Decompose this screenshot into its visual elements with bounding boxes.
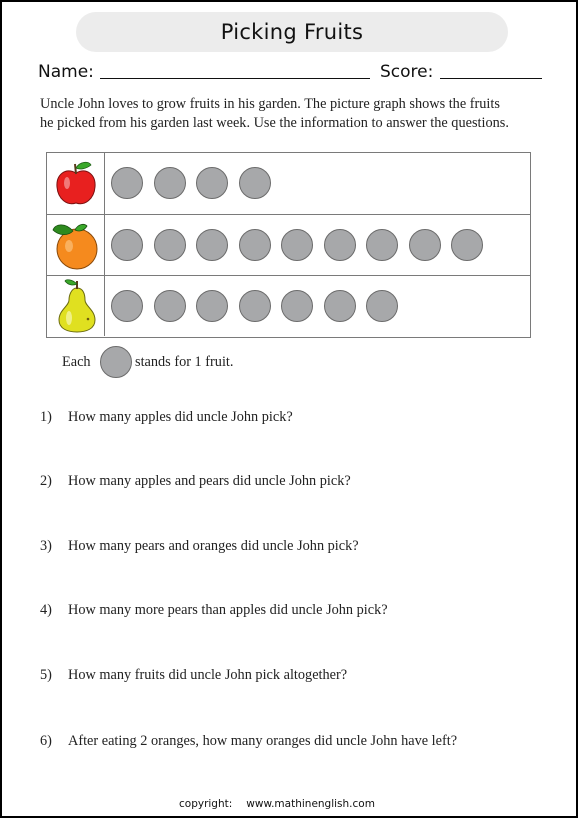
question-text: How many apples did uncle John pick? [68, 409, 293, 425]
score-label: Score: [380, 62, 434, 82]
question-item [40, 473, 351, 490]
pictograph-symbol-pear [196, 290, 228, 322]
apple-icon [53, 159, 99, 209]
pictograph-symbol-orange [111, 229, 143, 261]
picture-graph [46, 152, 531, 338]
graph-icon-cell [47, 276, 105, 336]
pictograph-symbol-apple [154, 167, 186, 199]
graph-icon-cell [47, 153, 105, 214]
question-text: How many fruits did uncle John pick altogether? [68, 667, 348, 683]
graph-row-apple [47, 153, 530, 214]
question-text: After eating 2 oranges, how many oranges did uncle John have left? [68, 733, 458, 749]
graph-key [62, 344, 322, 382]
question-item [40, 409, 293, 426]
score-answer-line[interactable] [440, 78, 542, 79]
name-label: Name: [38, 62, 94, 82]
graph-row-pear [47, 275, 530, 336]
question-number: 5) [40, 667, 52, 683]
page-title: Picking Fruits [220, 20, 364, 44]
question-text: How many apples and pears did uncle John pick? [68, 473, 351, 489]
question-text: How many pears and oranges did uncle John pick? [68, 538, 359, 554]
intro-line: Uncle John loves to grow fruits in his garden. The picture graph shows the fruits [40, 96, 500, 112]
intro-text [40, 95, 540, 133]
name-score-row [38, 60, 548, 90]
title-banner [76, 12, 508, 52]
worksheet-page [2, 2, 576, 816]
copyright-site[interactable]: www.mathinenglish.com [246, 798, 375, 810]
orange-icon [51, 218, 101, 272]
pictograph-symbol-orange [154, 229, 186, 261]
question-item [40, 733, 457, 750]
pictograph-symbol-orange [451, 229, 483, 261]
pictograph-symbol-orange [239, 229, 271, 261]
pictograph-symbol-orange [324, 229, 356, 261]
question-item [40, 667, 347, 684]
question-text: How many more pears than apples did uncle John pick? [68, 602, 388, 618]
pictograph-symbol-apple [111, 167, 143, 199]
name-answer-line[interactable] [100, 78, 370, 79]
question-number: 6) [40, 733, 52, 749]
question-item [40, 538, 359, 555]
key-symbol [100, 346, 132, 378]
pictograph-symbol-pear [366, 290, 398, 322]
question-number: 2) [40, 473, 52, 489]
question-number: 1) [40, 409, 52, 425]
pictograph-symbol-pear [111, 290, 143, 322]
pictograph-symbol-pear [281, 290, 313, 322]
graph-row-orange [47, 214, 530, 275]
key-each-label: Each [62, 354, 91, 370]
question-number: 4) [40, 602, 52, 618]
pictograph-symbol-apple [196, 167, 228, 199]
pictograph-symbol-orange [366, 229, 398, 261]
question-item [40, 602, 388, 619]
copyright-label: copyright: [179, 798, 233, 810]
pictograph-symbol-pear [239, 290, 271, 322]
pictograph-symbol-orange [196, 229, 228, 261]
pictograph-symbol-pear [154, 290, 186, 322]
pictograph-symbol-apple [239, 167, 271, 199]
pictograph-symbol-pear [324, 290, 356, 322]
pear-icon [53, 278, 99, 334]
footer [179, 798, 375, 810]
graph-icon-cell [47, 215, 105, 275]
key-stands-for-label: stands for 1 fruit. [135, 354, 234, 370]
pictograph-symbol-orange [409, 229, 441, 261]
pictograph-symbol-orange [281, 229, 313, 261]
intro-line: he picked from his garden last week. Use the information to answer the questions. [40, 115, 509, 131]
question-number: 3) [40, 538, 52, 554]
